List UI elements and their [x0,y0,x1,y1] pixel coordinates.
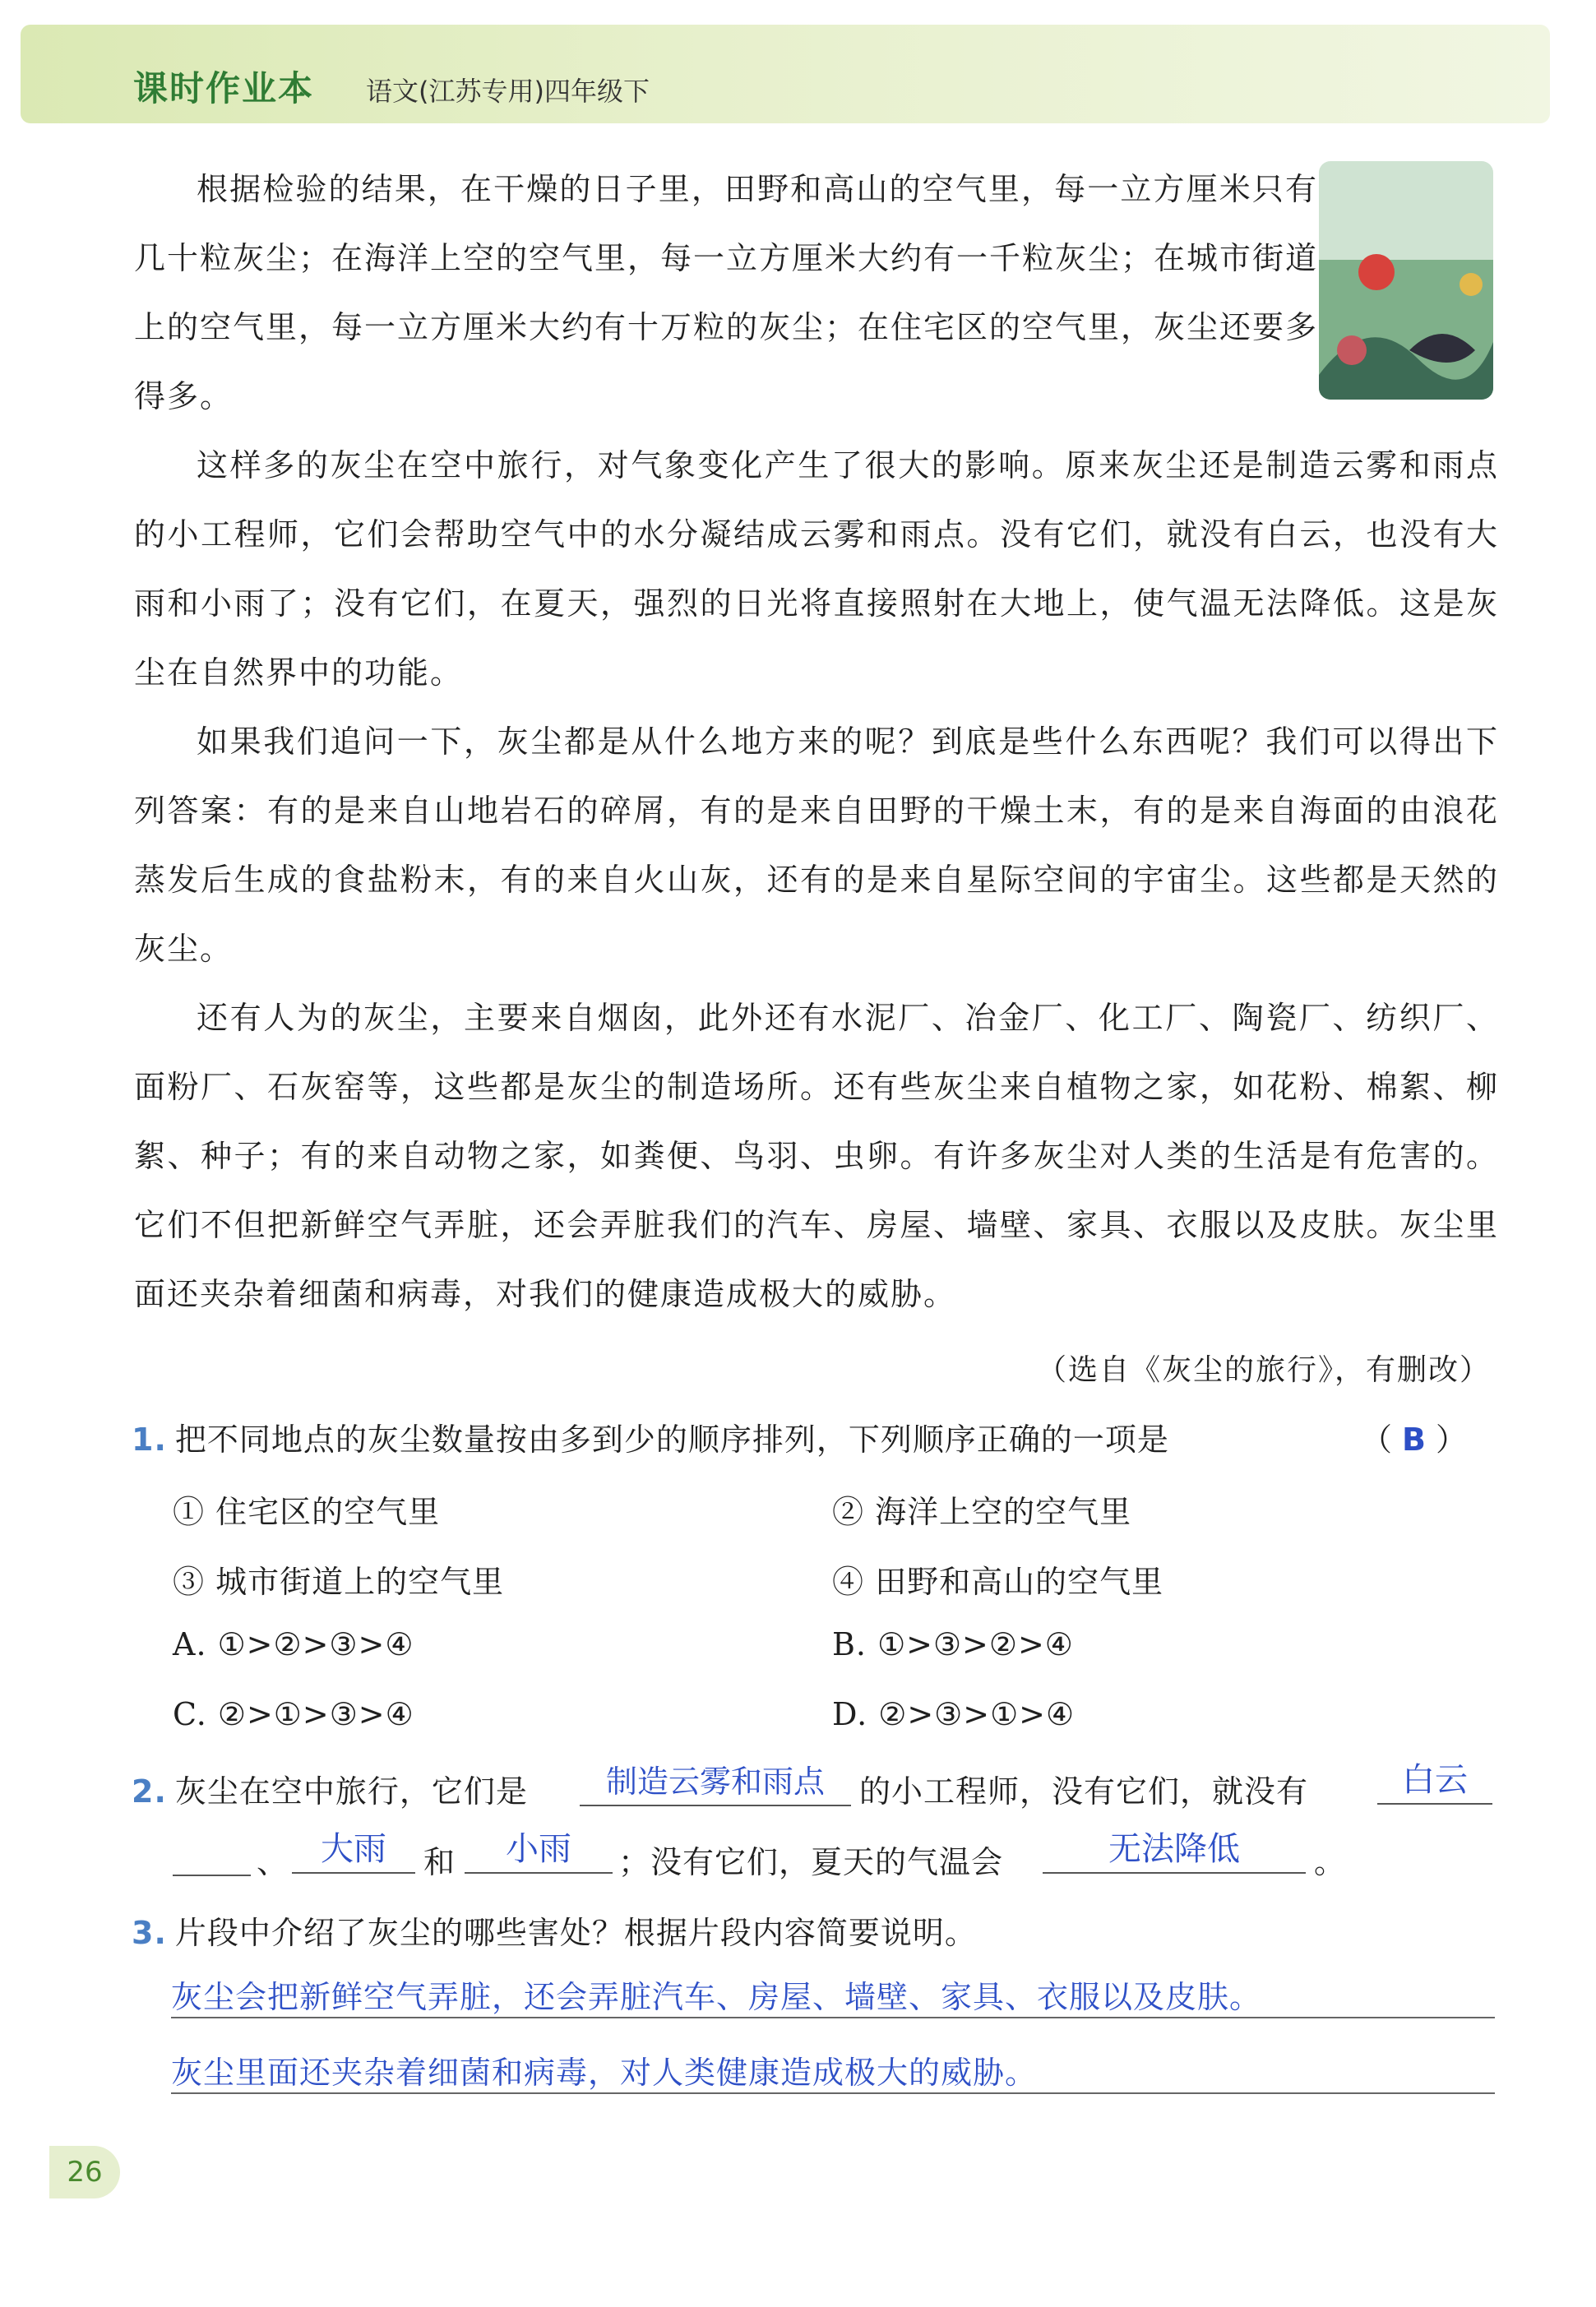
conjunction: 和 [423,1844,456,1880]
source-citation: （选自《灰尘的旅行》，有删改） [1036,1353,1491,1387]
question-text: 把不同地点的灰尘数量按由多到少的顺序排列，下列顺序正确的一项是 [174,1422,1169,1458]
option-c[interactable]: C. ②>①>③>④ [173,1696,414,1732]
question-number: 2. [132,1773,167,1810]
question-number: 3. [132,1915,167,1951]
question-text: ；没有它们，夏天的气温会 [618,1844,1004,1880]
option-d[interactable]: D. ②>③>①>④ [832,1696,1076,1732]
answer-blank-3[interactable]: 大雨 [292,1827,415,1874]
passage-paragraph: 根据检验的结果，在干燥的日子里，田野和高山的空气里，每一立方厘米只有几十粒灰尘；在海洋上空的空气里，每一立方厘米大约有一千粒灰尘；在城市街道上的空气里，每一立方厘米大约有十万粒的灰尘；在住宅区的空气里，灰尘还要多得多。 [134,171,1319,414]
answer-blank-4[interactable]: 小雨 [465,1827,613,1874]
item-4: ④ 田野和高山的空气里 [832,1564,1164,1600]
answer-blank-2[interactable]: 白云 [1377,1758,1492,1805]
option-b[interactable]: B. ①>③>②>④ [832,1626,1074,1662]
answer-blank-2-continued [173,1829,251,1876]
answer-blank-5[interactable]: 无法降低 [1043,1827,1306,1874]
answer-blank-1[interactable]: 制造云雾和雨点 [580,1759,851,1806]
answer-line-2[interactable]: 灰尘里面还夹杂着细菌和病毒，对人类健康造成极大的威胁。 [171,2047,1495,2094]
passage-paragraph: 这样多的灰尘在空中旅行，对气象变化产生了很大的影响。原来灰尘还是制造云雾和雨点的小工程师，它们会帮助空气中的水分凝结成云雾和雨点。没有它们，就没有白云，也没有大雨和小雨了；没有它们，在夏天，强烈的日光将直接照射在大地上，使气温无法降低。这是灰尘在自然界中的功能。 [134,447,1499,691]
question-text: 的小工程师，没有它们，就没有 [859,1773,1309,1810]
question-number: 1. [132,1422,167,1458]
separator: 、 [257,1844,289,1880]
reading-passage [134,155,1499,1329]
question-text: 灰尘在空中旅行，它们是 [174,1773,528,1810]
item-1: ① 住宅区的空气里 [173,1494,441,1530]
answer-bracket[interactable] [1361,1414,1467,1459]
passage-paragraph: 如果我们追问一下，灰尘都是从什么地方来的呢？到底是些什么东西呢？我们可以得出下列答案：有的是来自山地岩石的碎屑，有的是来自田野的干燥土末，有的是来自海面的由浪花蒸发后生成的食盐粉末，有的来自火山灰，还有的是来自星际空间的宇宙尘。这些都是天然的灰尘。 [134,724,1499,967]
question-2 [132,1766,528,1811]
bracket-close: ） [1435,1422,1467,1458]
page-number: 26 [49,2146,120,2198]
answer-choice: B [1402,1422,1426,1458]
item-2: ② 海洋上空的空气里 [832,1494,1132,1530]
bracket-open: （ [1361,1422,1393,1458]
answer-line-1[interactable]: 灰尘会把新鲜空气弄脏，还会弄脏汽车、房屋、墙壁、家具、衣服以及皮肤。 [171,1972,1495,2018]
book-subtitle: 语文(江苏专用)四年级下 [366,76,650,107]
question-text: 片段中介绍了灰尘的哪些害处？根据片段内容简要说明。 [174,1915,977,1951]
passage-paragraph: 还有人为的灰尘，主要来自烟囱，此外还有水泥厂、冶金厂、化工厂、陶瓷厂、纺织厂、面粉厂、石灰窑等，这些都是灰尘的制造场所。还有些灰尘来自植物之家，如花粉、棉絮、柳絮、种子；有的来自动物之家，如粪便、鸟羽、虫卵。有许多灰尘对人类的生活是有危害的。它们不但把新鲜空气弄脏，还会弄脏我们的汽车、房屋、墙壁、家具、衣服以及皮肤。灰尘里面还夹杂着细菌和病毒，对我们的健康造成极大的威胁。 [134,1000,1499,1312]
option-a[interactable]: A. ①>②>③>④ [173,1626,414,1662]
question-3 [132,1907,977,1953]
question-1 [132,1414,1501,1459]
item-3: ③ 城市街道上的空气里 [173,1564,505,1600]
book-title: 课时作业本 [133,68,315,109]
period: 。 [1314,1844,1347,1880]
